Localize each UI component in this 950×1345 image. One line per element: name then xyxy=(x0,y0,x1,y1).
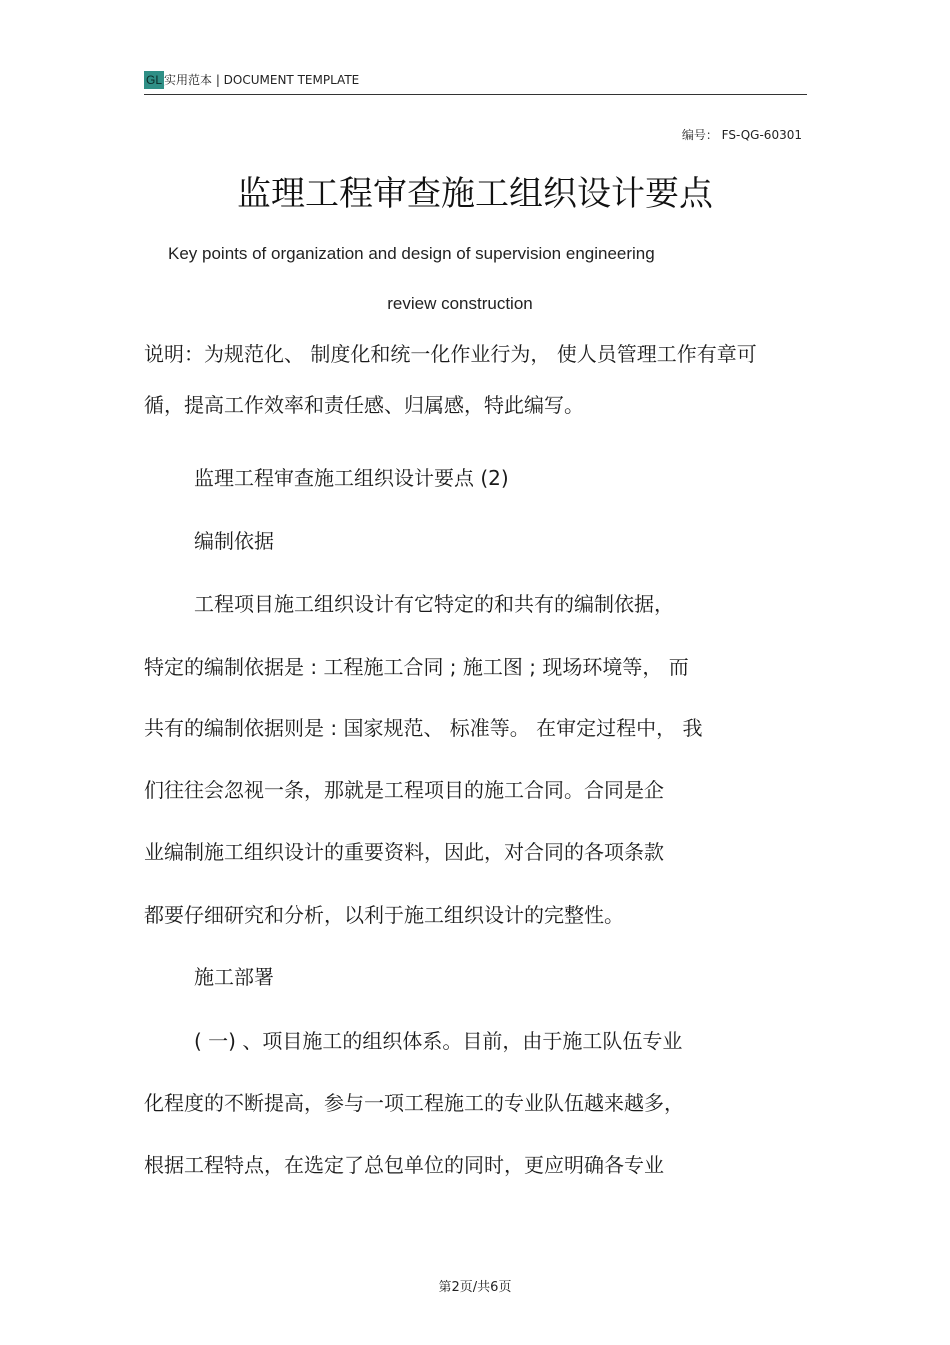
paragraph-line: 根据工程特点，在选定了总包单位的同时，更应明确各专业 xyxy=(144,1153,664,1177)
paragraph-line: 特定的编制依据是 : 工程施工合同 ; 施工图 ; 现场环境等， 而 xyxy=(144,655,689,679)
section-heading: 监理工程审查施工组织设计要点 (2) xyxy=(194,466,509,490)
paragraph-line: ( 一) 、项目施工的组织体系。目前，由于施工队伍专业 xyxy=(194,1029,683,1053)
description-line-1: 说明：为规范化、 制度化和统一化作业行为， 使人员管理工作有章可 xyxy=(144,342,757,366)
subheading-deployment: 施工部署 xyxy=(194,965,274,989)
paragraph-line: 业编制施工组织设计的重要资料，因此，对合同的各项条款 xyxy=(144,840,664,864)
description-line-2: 循，提高工作效率和责任感、归属感，特此编写。 xyxy=(144,393,584,417)
english-subtitle-line-1: Key points of organization and design of supervision engineering xyxy=(168,244,655,263)
english-subtitle-line-2: review construction xyxy=(387,294,533,313)
page-footer: 第2页/共6页 xyxy=(438,1280,512,1295)
document-title: 监理工程审查施工组织设计要点 xyxy=(237,174,713,214)
header-text: 实用范本 | DOCUMENT TEMPLATE xyxy=(164,73,360,87)
document-number: 编号： FS-QG-60301 xyxy=(681,128,802,142)
paragraph-line: 化程度的不断提高，参与一项工程施工的专业队伍越来越多， xyxy=(144,1091,684,1115)
paragraph-line: 共有的编制依据则是 : 国家规范、 标准等。 在审定过程中， 我 xyxy=(144,716,703,740)
paragraph-line: 工程项目施工组织设计有它特定的和共有的编制依据， xyxy=(194,592,674,616)
gl-logo: GL xyxy=(146,73,163,87)
subheading-basis: 编制依据 xyxy=(194,529,274,553)
page-header xyxy=(144,70,807,95)
paragraph-line: 们往往会忽视一条，那就是工程项目的施工合同。合同是企 xyxy=(144,778,664,802)
paragraph-line: 都要仔细研究和分析，以利于施工组织设计的完整性。 xyxy=(144,903,624,927)
